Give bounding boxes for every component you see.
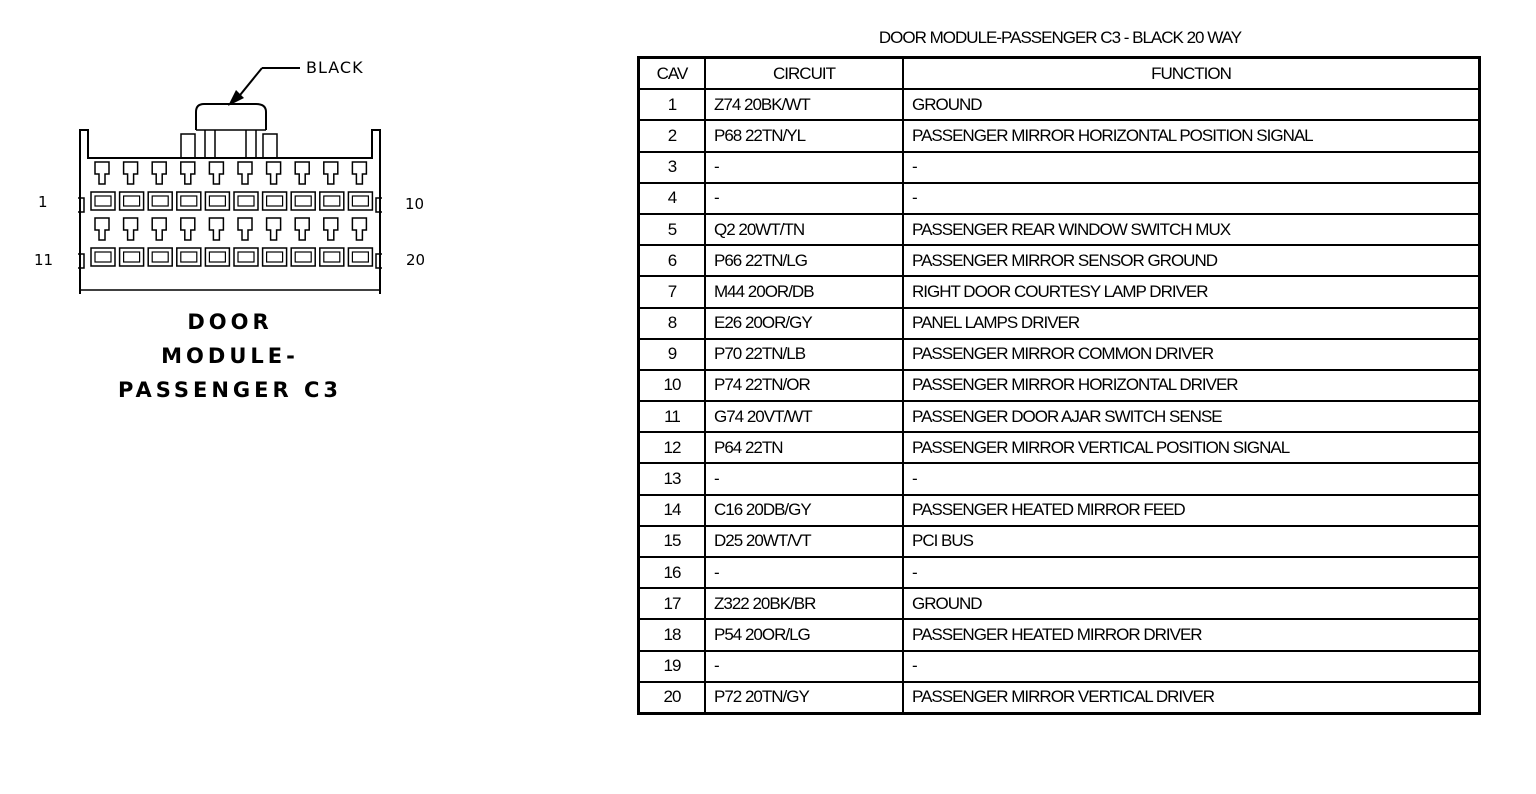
cell-circuit: E26 20OR/GY [705,308,903,339]
cavity-latch [238,218,252,240]
cell-cav: 11 [639,401,706,432]
cell-cav: 6 [639,245,706,276]
cell-cav: 18 [639,619,706,650]
cell-cav: 3 [639,152,706,183]
pin-label-1: 1 [38,193,48,211]
cell-cav: 14 [639,495,706,526]
cavity-latch [352,218,366,240]
latch-post-left [181,134,195,158]
table-row [639,214,1480,245]
table-row [639,120,1480,151]
cavity-grid [91,162,372,266]
table-row [639,463,1480,494]
cavity-terminal [95,196,111,206]
cell-circuit: C16 20DB/GY [705,495,903,526]
cavity-latch [324,218,338,240]
cell-function: - [903,152,1480,183]
cavity-latch [267,162,281,184]
table-row [639,557,1480,588]
cell-cav: 2 [639,120,706,151]
cell-circuit: D25 20WT/VT [705,526,903,557]
cavity-latch [181,218,195,240]
cavity-terminal [152,196,168,206]
cavity-terminal [124,196,140,206]
cell-function: PASSENGER MIRROR SENSOR GROUND [903,245,1480,276]
cavity-latch [181,162,195,184]
cell-cav: 8 [639,308,706,339]
cavity-terminal [181,196,197,206]
table-row [639,651,1480,682]
table-row [639,682,1480,714]
cell-cav: 10 [639,370,706,401]
cell-function: RIGHT DOOR COURTESY LAMP DRIVER [903,276,1480,307]
cell-cav: 5 [639,214,706,245]
cell-cav: 16 [639,557,706,588]
cell-function: PASSENGER MIRROR VERTICAL POSITION SIGNAL [903,432,1480,463]
cavity-latch [295,162,309,184]
header-circuit: CIRCUIT [705,58,903,90]
cavity-terminal [352,252,368,262]
cell-circuit: P54 20OR/LG [705,619,903,650]
cell-cav: 15 [639,526,706,557]
cavity-latch [95,218,109,240]
cavity-terminal [324,252,340,262]
cell-function: PASSENGER MIRROR HORIZONTAL POSITION SIGNAL [903,120,1480,151]
latch-post-right [263,134,277,158]
cavity-terminal [267,196,283,206]
cavity-latch [152,162,166,184]
cell-circuit: Q2 20WT/TN [705,214,903,245]
cell-cav: 19 [639,651,706,682]
cell-circuit: P70 22TN/LB [705,339,903,370]
cell-circuit: P64 22TN [705,432,903,463]
connector-name-line: DOOR [187,310,273,334]
cell-cav: 13 [639,463,706,494]
connector-name [90,305,370,407]
cell-function: PASSENGER REAR WINDOW SWITCH MUX [903,214,1480,245]
table-row [639,339,1480,370]
cavity-latch [152,218,166,240]
pinout-table [637,56,1481,715]
connector-body [80,130,380,294]
cell-circuit: - [705,557,903,588]
table-row [639,89,1480,120]
cell-circuit: - [705,463,903,494]
cell-cav: 12 [639,432,706,463]
cavity-terminal [95,252,111,262]
table-row [639,401,1480,432]
cell-cav: 17 [639,588,706,619]
cavity-terminal [295,252,311,262]
cell-function: PASSENGER MIRROR VERTICAL DRIVER [903,682,1480,714]
cell-cav: 9 [639,339,706,370]
cell-circuit: P74 22TN/OR [705,370,903,401]
cell-cav: 20 [639,682,706,714]
cell-circuit: Z322 20BK/BR [705,588,903,619]
cell-function: - [903,183,1480,214]
latch [196,104,266,130]
table-row [639,183,1480,214]
cell-function: GROUND [903,588,1480,619]
cavity-latch [324,162,338,184]
table-row [639,588,1480,619]
table-row [639,495,1480,526]
table-row [639,245,1480,276]
cavity-latch [95,162,109,184]
cell-function: PASSENGER MIRROR COMMON DRIVER [903,339,1480,370]
cavity-latch [352,162,366,184]
cell-function: PASSENGER MIRROR HORIZONTAL DRIVER [903,370,1480,401]
cavity-terminal [352,196,368,206]
cell-function: PCI BUS [903,526,1480,557]
cell-circuit: - [705,651,903,682]
cavity-terminal [152,252,168,262]
connector-name-line: MODULE- [161,344,299,368]
cavity-terminal [181,252,197,262]
pin-label-10: 10 [405,195,425,213]
cell-function: - [903,651,1480,682]
cell-circuit: P66 22TN/LG [705,245,903,276]
cavity-terminal [124,252,140,262]
cell-function: PANEL LAMPS DRIVER [903,308,1480,339]
cell-function: PASSENGER HEATED MIRROR FEED [903,495,1480,526]
cell-cav: 1 [639,89,706,120]
cell-function: - [903,463,1480,494]
cell-circuit: Z74 20BK/WT [705,89,903,120]
table-row [639,432,1480,463]
cavity-latch [124,162,138,184]
cell-circuit: - [705,183,903,214]
cell-circuit: P72 20TN/GY [705,682,903,714]
cavity-latch [267,218,281,240]
cell-function: PASSENGER HEATED MIRROR DRIVER [903,619,1480,650]
cavity-latch [295,218,309,240]
header-cav: CAV [639,58,706,90]
cavity-terminal [209,252,225,262]
cavity-latch [209,162,223,184]
pin-label-11: 11 [34,251,54,269]
table-row [639,370,1480,401]
cell-function: PASSENGER DOOR AJAR SWITCH SENSE [903,401,1480,432]
cavity-latch [238,162,252,184]
cell-cav: 7 [639,276,706,307]
cell-circuit: - [705,152,903,183]
cavity-terminal [209,196,225,206]
table-row [639,619,1480,650]
cavity-terminal [267,252,283,262]
cavity-latch [209,218,223,240]
table-title: DOOR MODULE-PASSENGER C3 - BLACK 20 WAY [878,28,1242,47]
cavity-terminal [238,196,254,206]
pin-label-20: 20 [406,251,426,269]
cell-function: GROUND [903,89,1480,120]
cell-function: - [903,557,1480,588]
table-row [639,308,1480,339]
table-row [639,276,1480,307]
table-row [639,526,1480,557]
table-header-row [639,58,1480,90]
cavity-terminal [295,196,311,206]
cell-circuit: G74 20VT/WT [705,401,903,432]
table-row [639,152,1480,183]
cell-cav: 4 [639,183,706,214]
cell-circuit: M44 20OR/DB [705,276,903,307]
cavity-terminal [238,252,254,262]
cavity-latch [124,218,138,240]
cell-circuit: P68 22TN/YL [705,120,903,151]
cavity-terminal [324,196,340,206]
connector-name-line: PASSENGER C3 [117,378,343,402]
connector-color-label: BLACK [306,58,364,77]
header-function: FUNCTION [903,58,1480,90]
connector-diagram [0,0,520,420]
